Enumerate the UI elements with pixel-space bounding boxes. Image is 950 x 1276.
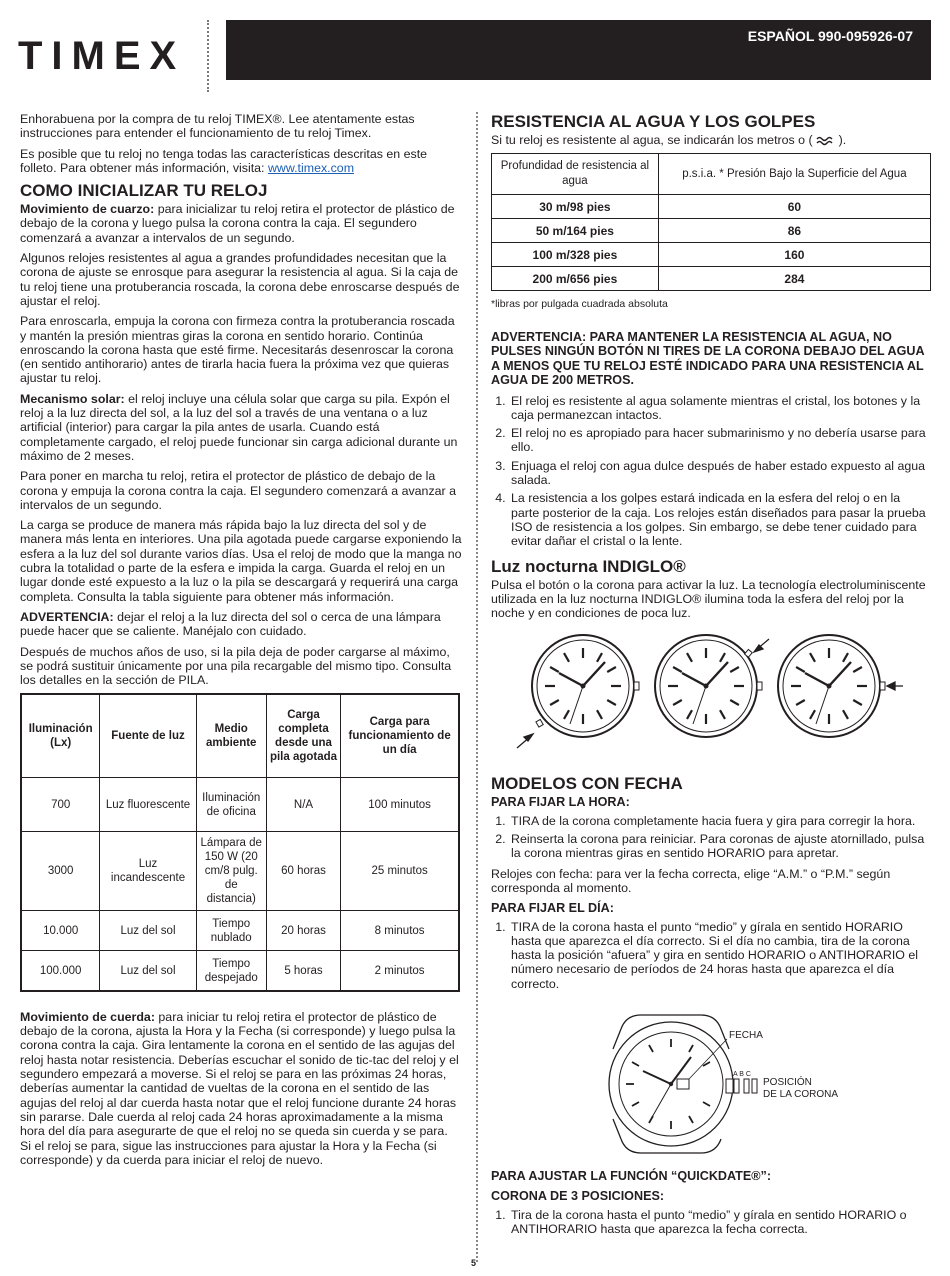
intro-more-info: Es posible que tu reloj no tenga todas las características descritas en este folleto. Para obtener más información, visita: www.timex.com	[20, 146, 428, 175]
date-note: Relojes con fecha: para ver la fecha correcta, elige “A.M.” o “P.M.” según corresponda al momento.	[491, 866, 891, 895]
battery-paragraph: Después de muchos años de uso, si la pila deja de poder cargarse al máximo, se podrá sustituir únicamente por una pila recargable del mismo tipo. Consulta los detalles en la sección de PILA.	[20, 644, 452, 688]
table-header: Iluminación (Lx)	[21, 694, 100, 778]
set-time-list	[491, 814, 931, 861]
table-row	[21, 951, 459, 991]
table-cell: Luz incandescente	[100, 832, 196, 911]
column-divider	[476, 112, 478, 1262]
position-label-2: DE LA CORONA	[763, 1089, 839, 1101]
water-warning: ADVERTENCIA: PARA MANTENER LA RESISTENCIA AL AGUA, NO PULSES NINGÚN BOTÓN NI TIRES DE LA CORONA DEBAJO DEL AGUA A MENOS QUE TU RELOJ ESTÉ INDICADO PARA UNA RESISTENCIA AL AGUA DE 200 METROS.	[491, 329, 925, 388]
left-column	[20, 112, 462, 1173]
list-item: 1. TIRA de la corona completamente hacia fuera y gira para corregir la hora.	[509, 814, 931, 828]
table-cell: 10.000	[21, 911, 100, 951]
table-cell: Luz del sol	[100, 911, 196, 951]
list-item: 1. El reloj es resistente al agua solamente mientras el cristal, los botones y la caja permanezcan intactos.	[509, 394, 931, 423]
water-resistance-table	[491, 153, 931, 291]
table-cell: Tiempo nublado	[196, 911, 266, 951]
intro-paragraph: Enhorabuena por la compra de tu reloj TIMEX®. Lee atentamente estas instrucciones para entender el funcionamiento de tu reloj Timex.	[20, 112, 415, 141]
table-cell: Lámpara de 150 W (20 cm/8 pulg. de distancia)	[196, 832, 266, 911]
table-cell: Luz fluorescente	[100, 778, 196, 832]
table-row	[492, 219, 931, 243]
depth-paragraph: Algunos relojes resistentes al agua a grandes profundidades necesitan que la corona de ajuste se enrosque para asegurar la resistencia al agua. Si la caja de tu reloj tiene una protuberancia roscada, la corona debe enroscarse después de ajustar el reloj.	[20, 251, 460, 308]
table-header: Carga para funcionamiento de un día	[341, 694, 459, 778]
indiglo-paragraph: Pulsa el botón o la corona para activar la luz. La tecnología electroluminiscente utilizada en la luz nocturna INDIGLO® ilumina toda la esfera del reloj por la noche y en condiciones de poca luz.	[491, 577, 926, 621]
table-header: Fuente de luz	[100, 694, 196, 778]
crown-position-diagram	[491, 1009, 931, 1159]
table-row	[21, 911, 459, 951]
timex-website-link[interactable]: www.timex.com	[267, 160, 355, 175]
list-item: 4. La resistencia a los golpes estará indicada en la esfera del reloj o en la parte posterior de la caja. Los relojes están diseñados para pasar la prueba ISO de resistencia a los golpes. Sin embargo, se debe tener cuidado para evitar dañar el cristal o la lente.	[509, 491, 931, 548]
table-cell: 284	[658, 267, 930, 291]
water-heading: RESISTENCIA AL AGUA Y LOS GOLPES	[491, 112, 816, 131]
charge-paragraph: La carga se produce de manera más rápida bajo la luz directa del sol y de manera más lenta en interiores. Una pila agotada puede cargarse exponiendo la esfera a la luz del sol durante varios días. Usa el reloj de modo que la manga no cubra la totalidad o parte de la esfera e impida la carga. Guarda el reloj en un lugar donde esté expuesto a la luz o la pila se descargará y requerirá una carga completa. Consulta la tabla siguiente para obtener más información.	[20, 518, 462, 604]
wave-icon	[816, 136, 836, 146]
list-item: 2. El reloj no es apropiado para hacer submarinismo y no debería usarse para ello.	[509, 426, 931, 455]
table-header-row	[492, 154, 931, 195]
table-cell: 2 minutos	[341, 951, 459, 991]
crown-3-heading: CORONA DE 3 POSICIONES:	[491, 1189, 665, 1204]
set-day-list	[491, 920, 931, 991]
table-cell: 5 horas	[266, 951, 340, 991]
list-item: 3. Enjuaga el reloj con agua dulce después de haber estado expuesto al agua salada.	[509, 459, 931, 488]
table-row	[492, 243, 931, 267]
table-cell: 200 m/656 pies	[492, 267, 659, 291]
table-cell: 60 horas	[266, 832, 340, 911]
table-cell: 100 minutos	[341, 778, 459, 832]
table-header: Carga completa desde una pila agotada	[266, 694, 340, 778]
list-item: 2. Reinserta la corona para reiniciar. Para coronas de ajuste atornillado, pulsa la corona mientras giras en sentido HORARIO para apretar.	[509, 832, 931, 861]
table-row	[21, 832, 459, 911]
right-column	[491, 112, 931, 1242]
table-cell: 8 minutos	[341, 911, 459, 951]
table-cell: 160	[658, 243, 930, 267]
position-label-1: POSICIÓN	[763, 1077, 812, 1089]
list-item: 1. TIRA de la corona hasta el punto “medio” y gírala en sentido HORARIO hasta que aparezca el día correcto. Si el día no cambia, tira de la corona hasta la posición “afuera” y gira en sentido HORARIO o ANTIHORARIO el número necesario de períodos de 24 horas hasta que aparezca el día correcto.	[509, 920, 931, 991]
table-cell: N/A	[266, 778, 340, 832]
table-header: p.s.i.a. * Presión Bajo la Superficie del Agua	[658, 154, 930, 195]
table-cell: 100.000	[21, 951, 100, 991]
quickdate-heading: PARA AJUSTAR LA FUNCIÓN “QUICKDATE®”:	[491, 1169, 772, 1184]
table-cell: Luz del sol	[100, 951, 196, 991]
table-cell: Tiempo despejado	[196, 951, 266, 991]
table-header-row	[21, 694, 459, 778]
set-day-heading: PARA FIJAR EL DÍA:	[491, 901, 614, 916]
solar-paragraph: Mecanismo solar: el reloj incluye una célula solar que carga su pila. Expón el reloj a la luz directa del sol, a la luz del sol a través de una ventana o a luz artificial (interior) para cargar la pila antes de usarla. Cuando está completamente cargado, el reloj puede funcionar sin carga adicional durante un máximo de 2 meses.	[20, 391, 458, 463]
table-row	[492, 195, 931, 219]
table-cell: 25 minutos	[341, 832, 459, 911]
init-heading: COMO INICIALIZAR TU RELOJ	[20, 181, 268, 201]
water-list	[491, 394, 931, 549]
table-cell: 86	[658, 219, 930, 243]
table-cell: 20 horas	[266, 911, 340, 951]
header-bar	[226, 20, 931, 80]
table-row	[21, 778, 459, 832]
table-cell: 30 m/98 pies	[492, 195, 659, 219]
screw-paragraph: Para enroscarla, empuja la corona con firmeza contra la protuberancia roscada y mantén la presión mientras giras la corona en sentido horario. Continúa enroscando la corona hasta que esté firme. Necesitarás desenroscar la corona (en sentido antihorario) antes de tirarla hacia fuera la próxima vez que quieras ajustar tu reloj.	[20, 314, 455, 386]
set-time-heading: PARA FIJAR LA HORA:	[491, 795, 630, 810]
winding-paragraph: Movimiento de cuerda: para iniciar tu reloj retira el protector de plástico de debajo de la corona, ajusta la Hora y la Fecha (si corresponde) y luego pulsa la corona contra la caja. Gira lentamente la corona en el sentido de las agujas del reloj hasta notar resistencia. Deberías escuchar el sonido de tic-tac del reloj y el segundero empezará a moverse. Si el reloj se para en las próximas 24 horas, deberías aumentar la cantidad de vueltas de la corona en el sentido de las agujas del reloj al dar cuerda hasta notar que el reloj funcione durante 24 horas sin pararse. Dale cuerda al reloj cada 24 horas aproximadamente a la misma hora del día para asegurarte de que el reloj no se queda sin cuerda y se para. Si el reloj se para, sigue las instrucciones para ajustar la Hora y la Fecha (si corresponde) y da cuerda para iniciar el reloj de nuevo.	[20, 1009, 459, 1167]
table-cell: 60	[658, 195, 930, 219]
abc-label: A B C	[733, 1071, 751, 1079]
table-cell: Iluminación de oficina	[196, 778, 266, 832]
water-note: *libras por pulgada cuadrada absoluta	[491, 298, 668, 311]
page-number: 5	[471, 1258, 477, 1268]
language-code: ESPAÑOL 990-095926-07	[747, 28, 913, 44]
warning-paragraph: ADVERTENCIA: dejar el reloj a la luz directa del sol o cerca de una lámpara puede hacer que se caliente. Manéjalo con cuidado.	[20, 609, 441, 639]
table-row	[492, 267, 931, 291]
indiglo-watch-illustrations	[491, 626, 931, 756]
table-cell: 3000	[21, 832, 100, 911]
table-cell: 100 m/328 pies	[492, 243, 659, 267]
indiglo-heading: Luz nocturna INDIGLO®	[491, 556, 686, 576]
table-cell: 50 m/164 pies	[492, 219, 659, 243]
table-header: Profundidad de resistencia al agua	[492, 154, 659, 195]
date-models-heading: MODELOS CON FECHA	[491, 774, 683, 794]
start-paragraph: Para poner en marcha tu reloj, retira el protector de plástico de debajo de la corona y empuja la corona contra la caja. El segundero comenzará a avanzar a intervalos de un segundo.	[20, 469, 456, 512]
quickdate-list	[491, 1208, 931, 1237]
list-item: 1. Tira de la corona hasta el punto “medio” y gírala en sentido HORARIO o ANTIHORARIO hasta que aparezca la fecha correcta.	[509, 1208, 931, 1237]
light-charge-table	[20, 693, 460, 992]
quartz-paragraph: Movimiento de cuarzo: para inicializar tu reloj retira el protector de plástico de debajo de la corona y luego pulsa la corona contra la caja. El segundero comenzará a avanzar a intervalos de un segundo.	[20, 202, 455, 245]
water-intro: Si tu reloj es resistente al agua, se indicarán los metros o ( ).	[491, 133, 847, 147]
timex-logo: TIMEX	[18, 34, 186, 78]
header-divider	[207, 20, 209, 92]
table-header: Medio ambiente	[196, 694, 266, 778]
date-label: FECHA	[729, 1030, 763, 1042]
table-cell: 700	[21, 778, 100, 832]
